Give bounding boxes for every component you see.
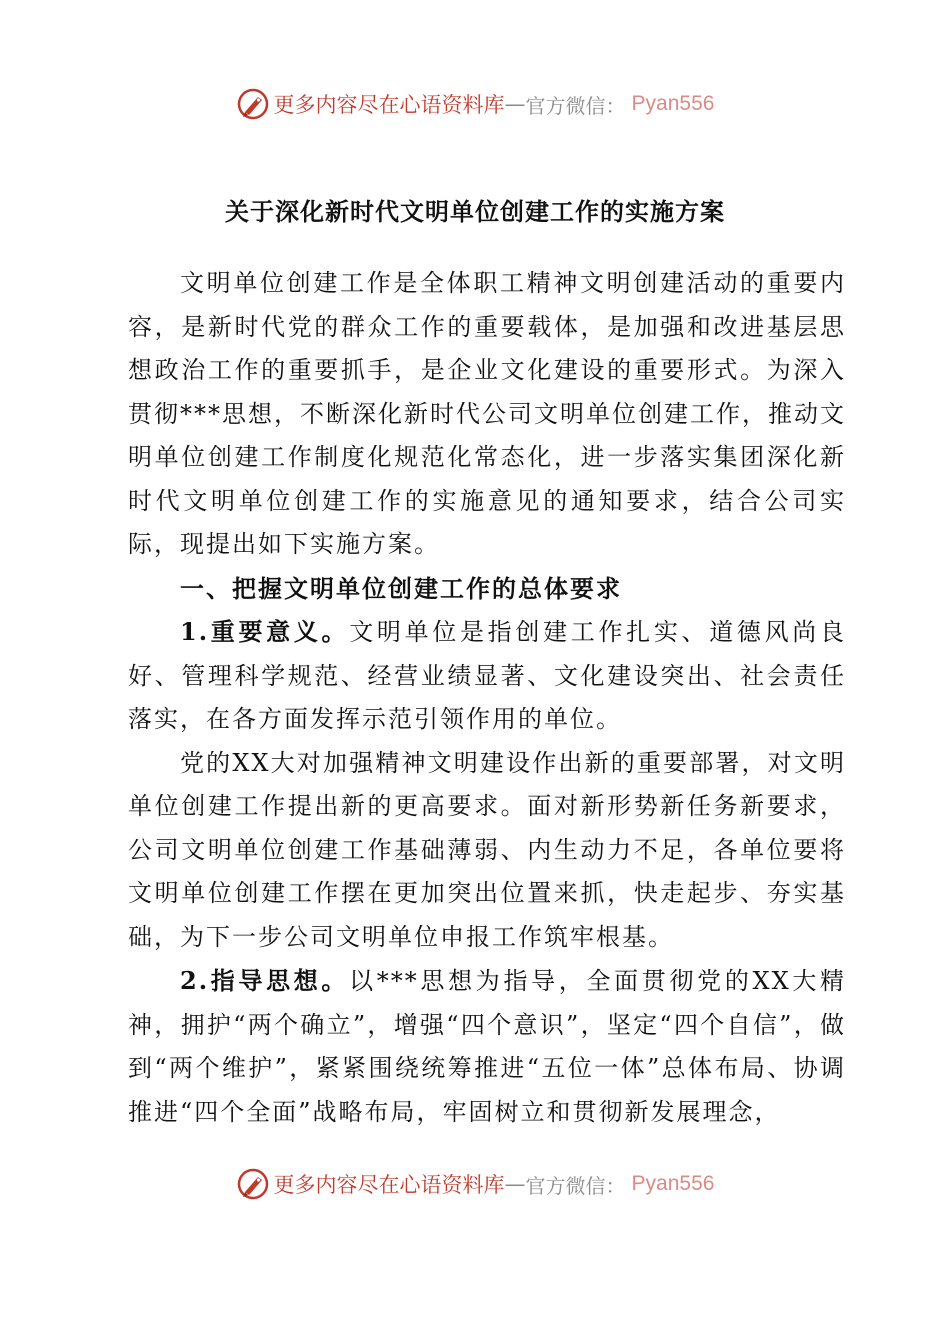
footer-watermark bbox=[0, 1162, 950, 1206]
document-body bbox=[128, 262, 846, 1134]
item-paragraph-guiding-thought bbox=[128, 959, 846, 1134]
watermark-brand-text: 更多内容尽在心语资料库 bbox=[273, 1173, 505, 1197]
watermark-wechat-label: 官方微信： bbox=[525, 93, 626, 118]
item-text-guiding-thought: 以***思想为指导，全面贯彻党的XX大精神，拥护“两个确立”，增强“四个意识”，坚定“四个自信”，做到“两个维护”，紧紧围绕统筹推进“五位一体”总体布局、协调推进“四个全面”战略布局，牢固树立和贯彻新发展理念， bbox=[128, 967, 847, 1126]
item-text-significance: 文明单位是指创建工作扎实、道德风尚良好、管理科学规范、经营业绩显著、文化建设突出、社会责任落实，在各方面发挥示范引领作用的单位。 bbox=[128, 618, 846, 733]
item-paragraph-significance bbox=[128, 610, 846, 742]
watermark-separator: — bbox=[504, 1172, 526, 1196]
header-watermark bbox=[0, 82, 950, 126]
watermark-separator: — bbox=[504, 92, 526, 116]
paragraph-xx-congress: 党的XX大对加强精神文明建设作出新的重要部署，对文明单位创建工作提出新的更高要求。面对新形势新任务新要求，公司文明单位创建工作基础薄弱、内生动力不足，各单位要将文明单位创建工作摆在更加突出位置来抓，快走起步、夯实基础，为下一步公司文明单位申报工作筑牢根基。 bbox=[128, 748, 846, 951]
pen-nib-logo-icon bbox=[236, 1167, 270, 1201]
watermark-brand-text: 更多内容尽在心语资料库 bbox=[273, 93, 505, 117]
watermark-wechat-id: Pyan556 bbox=[631, 92, 715, 115]
intro-paragraph: 文明单位创建工作是全体职工精神文明创建活动的重要内容，是新时代党的群众工作的重要载体，是加强和改进基层思想政治工作的重要抓手，是企业文化建设的重要形式。为深入贯彻***思想，不断深化新时代公司文明单位创建工作，推动文明单位创建工作制度化规范化常态化，进一步落实集团深化新时代文明单位创建工作的实施意见的通知要求，结合公司实际，现提出如下实施方案。 bbox=[128, 269, 846, 558]
watermark-wechat-id: Pyan556 bbox=[631, 1172, 715, 1195]
item-lead-significance: 1.重要意义。 bbox=[180, 617, 350, 646]
item-lead-guiding-thought: 2.指导思想。 bbox=[180, 966, 350, 995]
watermark-wechat-label: 官方微信： bbox=[525, 1173, 626, 1198]
pen-nib-logo-icon bbox=[236, 87, 270, 121]
section-heading: 一、把握文明单位创建工作的总体要求 bbox=[180, 573, 622, 603]
document-title: 关于深化新时代文明单位创建工作的实施方案 bbox=[225, 197, 725, 226]
